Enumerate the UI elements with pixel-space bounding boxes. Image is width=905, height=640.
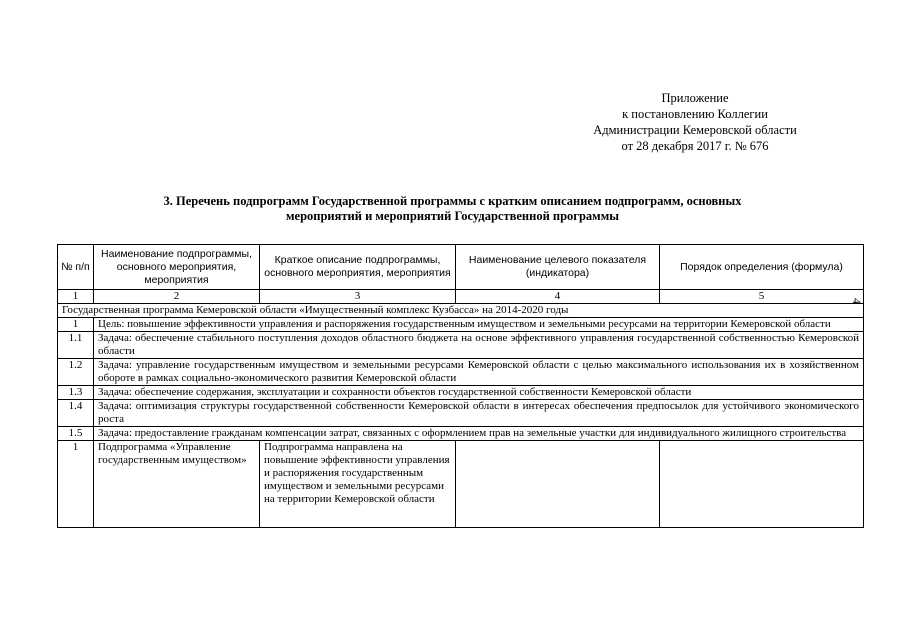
column-number: 4 xyxy=(456,290,660,304)
header-cell: Краткое описание подпрограммы, основного мероприятия, мероприятия xyxy=(260,245,456,290)
row-text: Цель: повышение эффективности управления и распоряжения государственным имуществом и земельными ресурсами на территории Кемеровской области xyxy=(94,318,864,332)
row-number: 1.4 xyxy=(58,400,94,427)
header-cell: Наименование целевого показателя (индикатора) xyxy=(456,245,660,290)
row-number: 1.5 xyxy=(58,427,94,441)
column-number-row xyxy=(58,290,864,304)
row-number: 1 xyxy=(58,318,94,332)
appendix-line: от 28 декабря 2017 г. № 676 xyxy=(621,139,769,153)
appendix-line: к постановлению Коллегии xyxy=(622,107,768,121)
header-cell: № п/п xyxy=(58,245,94,290)
table-row xyxy=(58,318,864,332)
column-number: 1 xyxy=(58,290,94,304)
program-title-cell: Государственная программа Кемеровской области «Имущественный комплекс Кузбасса» на 2014-2020 годы xyxy=(58,304,864,318)
program-row xyxy=(58,304,864,318)
table-header-row xyxy=(58,245,864,290)
row-number: 1.3 xyxy=(58,386,94,400)
title-line: мероприятий и мероприятий Государственной программы xyxy=(286,209,619,223)
row-number: 1 xyxy=(58,441,94,528)
header-cell: Наименование подпрограммы, основного мероприятия, мероприятия xyxy=(94,245,260,290)
subprogram-indicator xyxy=(456,441,660,528)
appendix-block xyxy=(545,90,845,154)
table-row xyxy=(58,359,864,386)
page-number: 4 xyxy=(850,298,864,304)
row-text: Задача: оптимизация структуры государственной собственности Кемеровской области в интересах обеспечения предпосылок для устойчивого экономического роста xyxy=(94,400,864,427)
appendix-line: Администрации Кемеровской области xyxy=(593,123,797,137)
subprograms-table xyxy=(57,244,864,528)
row-text: Задача: обеспечение содержания, эксплуатации и сохранности объектов государственной собственности Кемеровской области xyxy=(94,386,864,400)
row-number: 1.1 xyxy=(58,332,94,359)
row-text: Задача: управление государственным имуществом и земельными ресурсами Кемеровской области с целью максимального использования их в хозяйственном обороте в рамках социально-экономического развития Кемеровской области xyxy=(94,359,864,386)
header-cell: Порядок определения (формула) xyxy=(660,245,864,290)
row-text: Задача: предоставление гражданам компенсации затрат, связанных с оформлением прав на земельные участки для индивидуального жилищного строительства xyxy=(94,427,864,441)
table-row xyxy=(58,332,864,359)
appendix-line: Приложение xyxy=(661,91,729,105)
column-number: 2 xyxy=(94,290,260,304)
title-line: 3. Перечень подпрограмм Государственной программы с кратким описанием подпрограмм, основных xyxy=(163,194,742,208)
subprogram-description: Подпрограмма направлена на повышение эффективности управления и распоряжения государственным имуществом и земельными ресурсами на территории Кемеровской области xyxy=(260,441,456,528)
table-row xyxy=(58,400,864,427)
document-title xyxy=(60,194,845,224)
column-number: 3 xyxy=(260,290,456,304)
column-number: 5 xyxy=(660,290,864,304)
table-row xyxy=(58,386,864,400)
subprogram-formula xyxy=(660,441,864,528)
subprogram-name: Подпрограмма «Управление государственным имуществом» xyxy=(94,441,260,528)
row-number: 1.2 xyxy=(58,359,94,386)
subprogram-row xyxy=(58,441,864,528)
table-row xyxy=(58,427,864,441)
row-text: Задача: обеспечение стабильного поступления доходов областного бюджета на основе эффективного управления государственной собственностью Кемеровской области xyxy=(94,332,864,359)
